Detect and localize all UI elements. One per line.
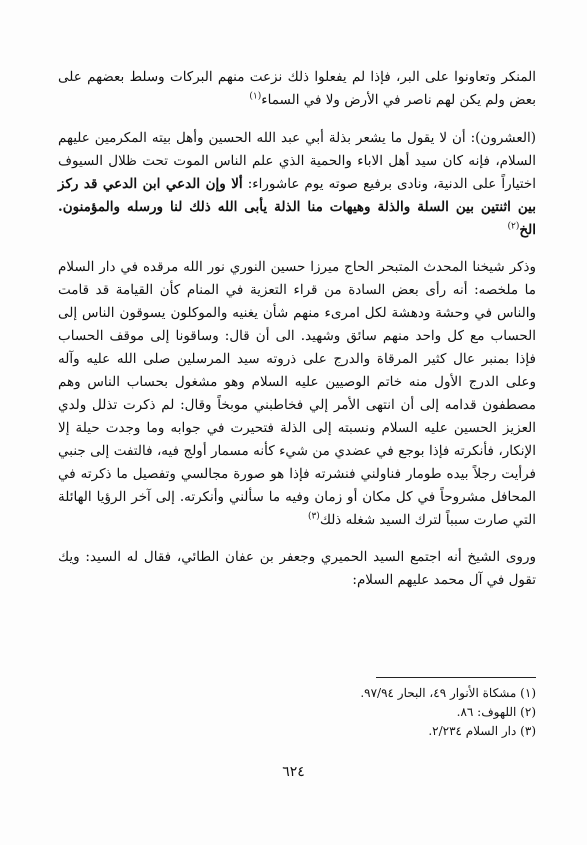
footnote-reference: (٣)	[307, 511, 320, 522]
footnotes	[236, 684, 536, 741]
footnote: (٣) دار السلام ٢/٢٣٤.	[428, 724, 536, 738]
paragraph-text: وذكر شيخنا المحدث المتبحر الحاج ميرزا حسين النوري نور الله مرقده في دار السلام ما ملخصه: أنه رأى بعض السادة من قراء التعزية في المنام كأن القيامة قد قامت والناس في وحشة ودهشة لكل امرىء منهم شأن يغنيه والموكلون يسوقون الناس إلى الحساب مع كل واحد منهم سائق وشهيد. الى أن قال: وساقونا إلى موقف الحساب فإذا بمنبر عال كثير المرقاة والدرج على ذروته سيد المرسلين صلى الله عليه وآله وعلى الدرج الأول منه خاتم الوصيين عليه السلام وهو مشغول بحساب الناس وهم مصطفون قدامه إلى أن انتهى الأمر إلي فخاطبني موبخاً وقال: لم ذكرت تذلل ولدي العزيز الحسين عليه السلام ونسبته إلى الذلة فتحيرت في جوابه وما وجدت حيلة إلا الإنكار، فأنكرته فإذا بوجع في عضدي من شيء كأنه مسمار أولج فيه، فالتفت إلى جنبي فرأيت رجلاً بيده طومار فناولني فنشرته فإذا هو صورة مجالسي وتفصيل ما ذكرته في المحافل مشروحاً في كل مكان أو زمان وفيه ما سألني وأنكرته. إلى آخر الرؤيا الهائلة التي صارت سبباً لترك السيد شغله ذلك	[58, 259, 536, 528]
page-number: ٦٢٤	[282, 764, 305, 780]
footnote-divider	[376, 677, 536, 678]
paragraph	[58, 546, 536, 592]
paragraph-text: وروى الشيخ أنه اجتمع السيد الحميري وجعفر بن عفان الطائي، فقال له السيد: ويك تقول في آل محمد عليهم السلام:	[58, 549, 536, 588]
paragraph	[58, 127, 536, 242]
page-body	[58, 66, 536, 592]
paragraph	[58, 256, 536, 532]
footnote: (٢) اللهوف: ٨٦.	[456, 705, 536, 719]
paragraph	[58, 66, 536, 112]
paragraph-text: (العشرون): أن لا يقول ما يشعر بذلة أبي عبد الله الحسين وأهل بيته المكرمين عليهم السلام، فإنه كان سيد أهل الاباء والحمية الذي علم الناس الموت تحت ظلال السيوف اختياراً على الدنية، ونادى برفيع صوته يوم عاشوراء:	[58, 130, 536, 192]
footnote-reference: (٢)	[507, 221, 520, 232]
paragraph-text: المنكر وتعاونوا على البر، فإذا لم يفعلوا ذلك نزعت منهم البركات وسلط بعضهم على بعض ولم يكن لهم ناصر في الأرض ولا في السماء	[58, 69, 536, 108]
quoted-speech: ألا وإن الدعي ابن الدعي قد ركز بين اثنتين بين السلة والذلة وهيهات منا الذلة يأبى الله ذلك لنا ورسله والمؤمنون. الخ	[58, 176, 536, 238]
footnote: (١) مشكاة الأنوار ٤٩، البحار ٩٧/٩٤.	[360, 686, 536, 700]
footnote-reference: (١)	[249, 91, 262, 102]
